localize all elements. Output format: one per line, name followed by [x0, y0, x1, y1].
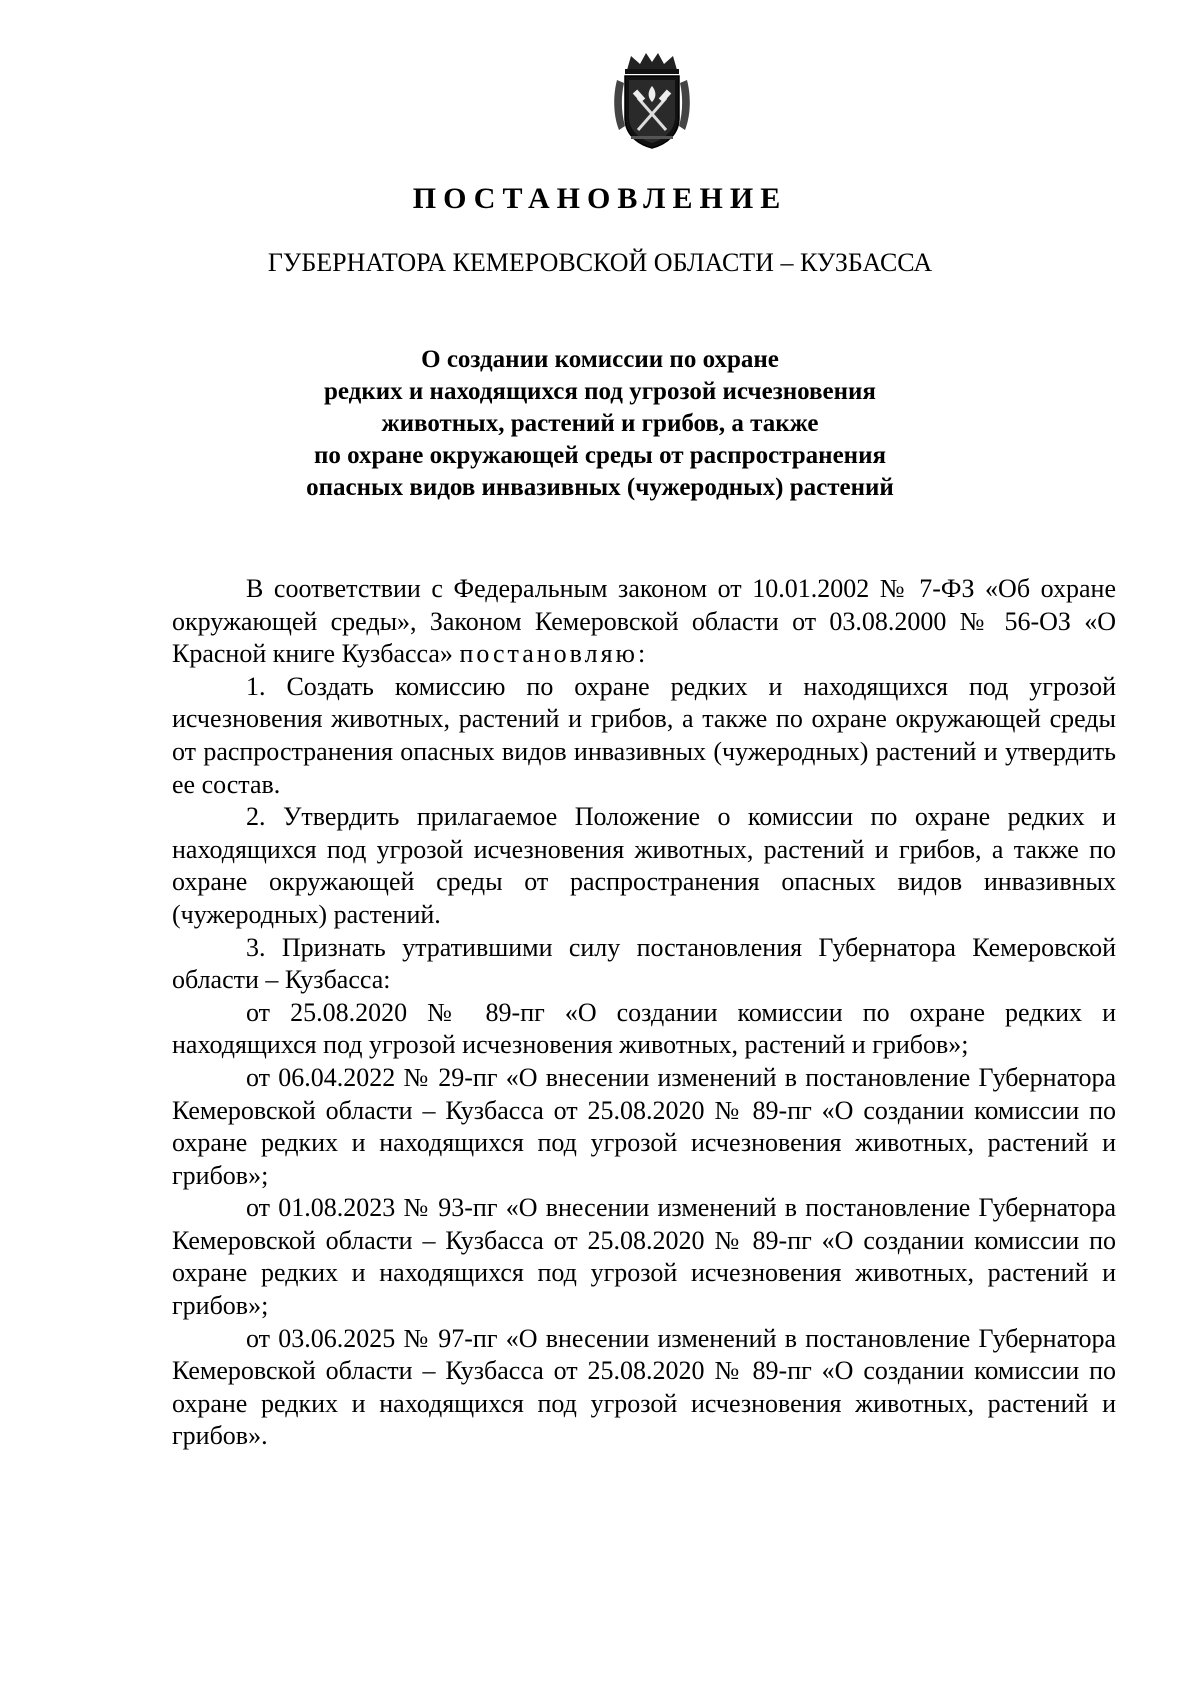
- document-type-heading: ПОСТАНОВЛЕНИЕ: [412, 182, 788, 215]
- repealed-act-paragraph: от 25.08.2020 № 89-пг «О создании комиссии по охране редких и находящихся под угрозой исчезновения животных, растений и грибов»;: [172, 997, 1116, 1060]
- coat-of-arms-icon: [611, 50, 693, 152]
- item-2-paragraph: 2. Утвердить прилагаемое Положение о комиссии по охране редких и находящихся под угрозой исчезновения животных, растений и грибов, а также по охране окружающей среды от распространения опасных видов инвазивных (чужеродных) растений.: [172, 802, 1116, 929]
- item-3-paragraph: 3. Признать утратившими силу постановления Губернатора Кемеровской области – Кузбасса:: [172, 932, 1116, 995]
- title-line: редких и находящихся под угрозой исчезновения: [324, 378, 876, 405]
- title-line: опасных видов инвазивных (чужеродных) растений: [306, 474, 894, 501]
- title-line: животных, растений и грибов, а также: [381, 410, 819, 437]
- preamble-text: В соответствии с Федеральным законом от 10.01.2002 № 7-ФЗ «Об охране окружающей среды», Законом Кемеровской области от 03.08.2000 № 56-ОЗ «О Красной книге Кузбасса»: [172, 574, 1116, 669]
- title-line: по охране окружающей среды от распространения: [313, 442, 887, 469]
- issuer-heading: ГУБЕРНАТОРА КЕМЕРОВСКОЙ ОБЛАСТИ – КУЗБАССА: [267, 248, 933, 277]
- document-title: [0, 344, 1200, 504]
- preamble-verb: постановляю:: [459, 639, 649, 669]
- repealed-act-paragraph: от 03.06.2025 № 97-пг «О внесении изменений в постановление Губернатора Кемеровской области – Кузбасса от 25.08.2020 № 89-пг «О создании комиссии по охране редких и находящихся под угрозой исчезновения животных, растений и грибов».: [172, 1323, 1116, 1451]
- repealed-act-paragraph: от 01.08.2023 № 93-пг «О внесении изменений в постановление Губернатора Кемеровской области – Кузбасса от 25.08.2020 № 89-пг «О создании комиссии по охране редких и находящихся под угрозой исчезновения животных, растений и грибов»;: [172, 1193, 1116, 1321]
- document-body: [172, 573, 1116, 1453]
- preamble-paragraph: [172, 573, 1116, 671]
- title-line: О создании комиссии по охране: [421, 346, 779, 373]
- item-1-paragraph: 1. Создать комиссию по охране редких и находящихся под угрозой исчезновения животных, растений и грибов, а также по охране окружающей среды от распространения опасных видов инвазивных (чужеродных) растений и утвердить ее состав.: [172, 671, 1116, 799]
- repealed-act-paragraph: от 06.04.2022 № 29-пг «О внесении изменений в постановление Губернатора Кемеровской области – Кузбасса от 25.08.2020 № 89-пг «О создании комиссии по охране редких и находящихся под угрозой исчезновения животных, растений и грибов»;: [172, 1062, 1116, 1190]
